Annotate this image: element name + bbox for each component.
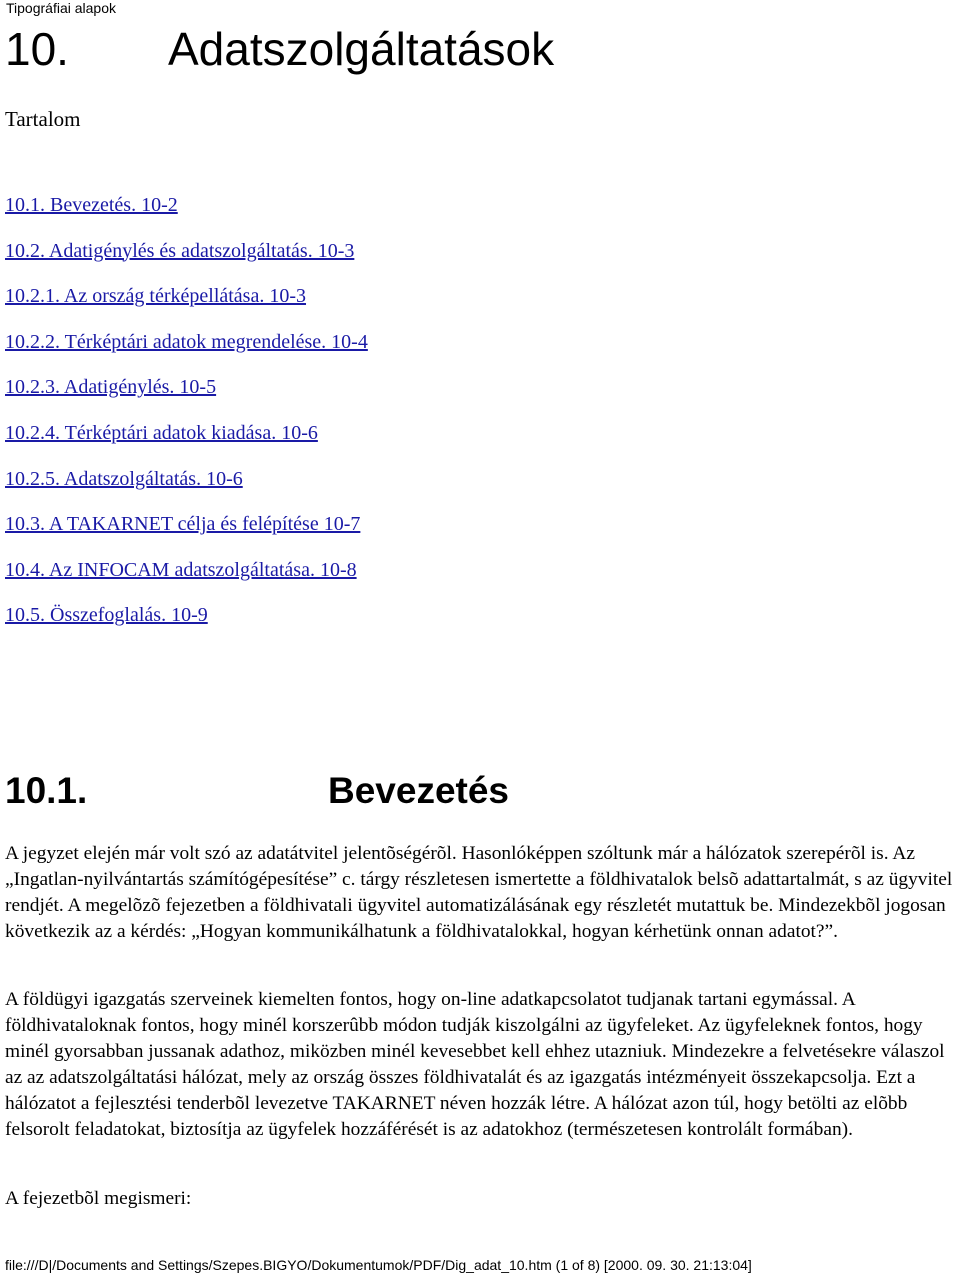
toc-link[interactable]: 10.3. A TAKARNET célja és felépítése 10-7 [5, 513, 361, 536]
body-paragraph: A fejezetbõl megismeri: [5, 1188, 192, 1209]
toc-link[interactable]: 10.2.3. Adatigénylés. 10-5 [5, 376, 217, 399]
toc-item [5, 374, 368, 420]
toc-item [5, 602, 368, 648]
chapter-title [5, 22, 554, 76]
toc-link[interactable]: 10.2.2. Térképtári adatok megrendelése. 10-4 [5, 330, 368, 353]
section-heading [5, 770, 509, 812]
toc-item [5, 420, 368, 466]
toc-link[interactable]: 10.5. Összefoglalás. 10-9 [5, 604, 208, 627]
section-number: 10.1. [5, 770, 88, 811]
section-title: Bevezetés [328, 770, 510, 811]
page-footer-path: file:///D|/Documents and Settings/Szepes.BIGYO/Dokumentumok/PDF/Dig_adat_10.htm (1 of 8) [2000. 09. 30. 21:13:04] [5, 1257, 752, 1273]
toc-link[interactable]: 10.2. Adatigénylés és adatszolgáltatás. 10-3 [5, 239, 355, 262]
table-of-contents [5, 192, 368, 648]
toc-item [5, 238, 368, 284]
document-header: Tipográfiai alapok [6, 0, 116, 16]
toc-item [5, 557, 368, 603]
body-paragraph: A földügyi igazgatás szerveinek kiemelten fontos, hogy on-line adatkapcsolatot tudjanak tartani egymással. A földhivataloknak fontos, hogy minél korszerûbb módon tudják kiszolgálni az ügyfeleket. Az ügyfeleknek fontos, hogy minél gyorsabban jussanak adathoz, miközben minél kevesebbet kell ehhez utazniuk. Mindezekre a felvetésekre válaszol az az adatszolgáltatási hálózat, mely az ország összes földhivatalát és az igazgatás intézményeit összekapcsolja. Ezt a hálózatot a fejlesztési tenderbõl levezetve TAKARNET néven hozzák létre. A hálózat azon túl, hogy betölti az elõbb felsorolt feladatokat, biztosítja az ügyfelek hozzáférését is az adatokhoz (természetesen kontrolált formában). [5, 989, 945, 1140]
toc-link[interactable]: 10.4. Az INFOCAM adatszolgáltatása. 10-8 [5, 558, 357, 581]
toc-item [5, 283, 368, 329]
toc-link[interactable]: 10.2.4. Térképtári adatok kiadása. 10-6 [5, 421, 318, 444]
toc-item [5, 329, 368, 375]
toc-item [5, 192, 368, 238]
chapter-number: 10. [5, 23, 69, 75]
toc-link[interactable]: 10.2.5. Adatszolgáltatás. 10-6 [5, 467, 243, 490]
toc-item [5, 466, 368, 512]
toc-item [5, 511, 368, 557]
body-paragraph: A jegyzet elején már volt szó az adatátvitel jelentõségérõl. Hasonlóképpen szóltunk már a hálózatok szerepérõl is. Az „Ingatlan-nyilvántartás számítógépesítése” c. tárgy részletesen ismertette a földhivatalok belsõ adattartalmát, s az ügyvitel rendjét. A megelõzõ fejezetben a földhivatali ügyvitel automatizálásának egy részletét mutattuk be. Mindezekbõl jogosan következik az a kérdés: „Hogyan kommunikálhatunk a földhivatalokkal, hogyan kérhetünk onnan adatot?”. [5, 843, 953, 942]
toc-link[interactable]: 10.2.1. Az ország térképellátása. 10-3 [5, 285, 307, 308]
toc-label: Tartalom [5, 107, 81, 131]
toc-link[interactable]: 10.1. Bevezetés. 10-2 [5, 194, 178, 216]
chapter-title-text: Adatszolgáltatások [168, 23, 555, 75]
